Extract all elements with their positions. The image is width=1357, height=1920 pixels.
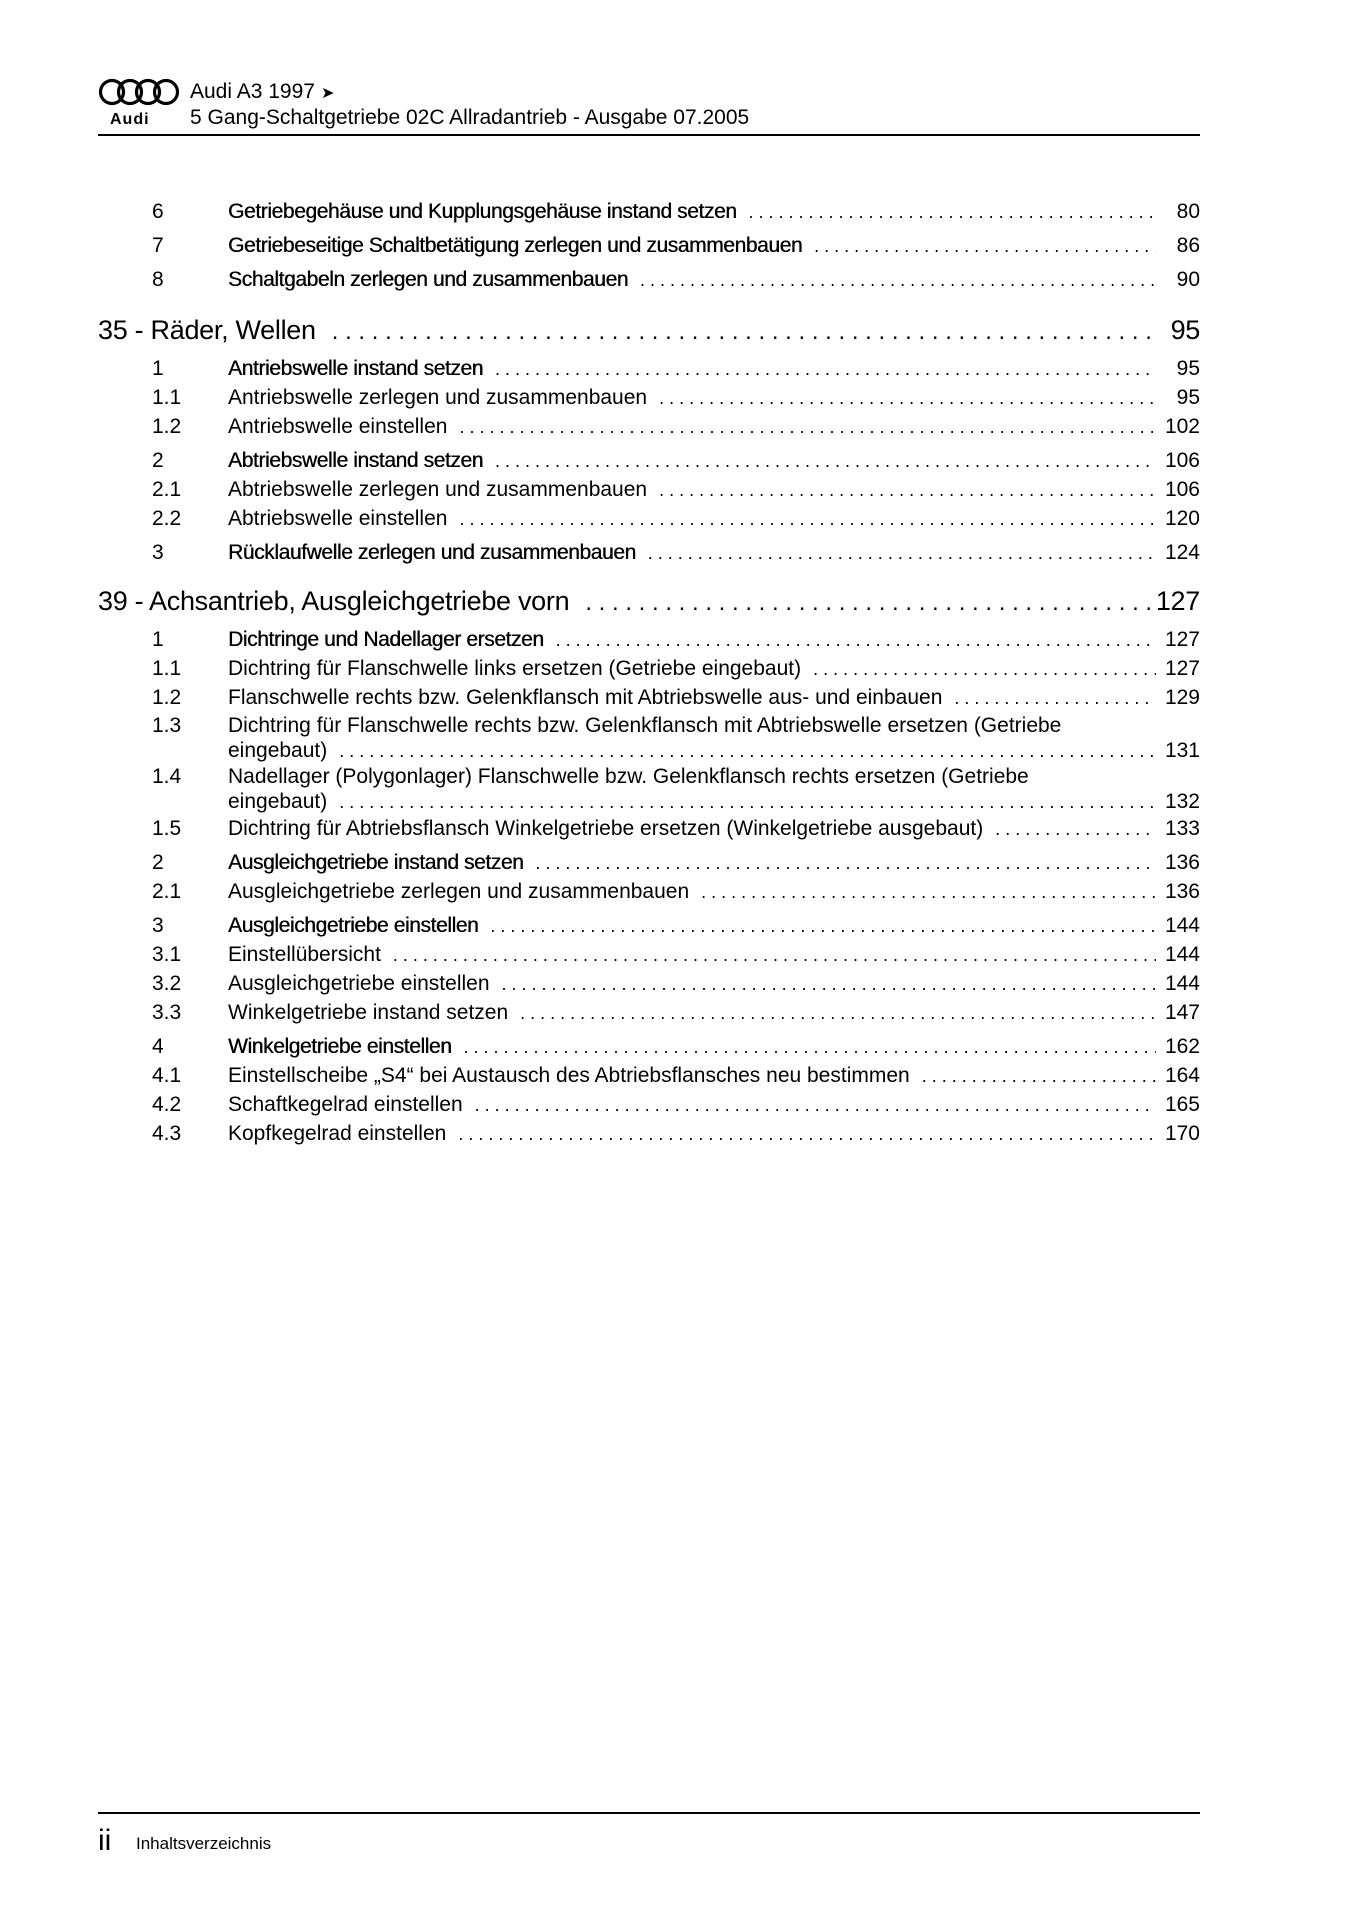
toc-entry-page: 106 [1164,449,1200,472]
toc-entry-number: 6 [152,200,164,223]
leader-dots [701,878,1156,906]
toc-chapter[interactable] [98,312,1200,348]
header-title [190,80,334,106]
toc-entry[interactable] [98,878,1200,906]
toc-entry-page: 165 [1164,1093,1200,1116]
toc-entry-page: 144 [1164,972,1200,995]
toc-entry-number: 3.1 [152,943,182,966]
leader-dots [659,384,1156,412]
toc-chapter-page: 95 [1170,315,1200,345]
toc-entry[interactable] [98,198,1200,226]
leader-dots [339,790,1156,815]
toc-entry-title: Einstellscheibe „S4“ bei Austausch des Abtriebsflansches neu bestimmen [228,1064,910,1087]
toc-entry-page: 144 [1164,914,1200,937]
toc-entry-number: 1.1 [152,386,182,409]
toc-entry-page: 132 [1164,790,1200,813]
leader-dots [463,1033,1156,1061]
toc-entry-title: Dichtring für Abtriebsflansch Winkelgetriebe ersetzen (Winkelgetriebe ausgebaut) [228,817,984,840]
toc-entry[interactable] [98,413,1200,441]
leader-dots [393,941,1156,969]
audi-rings-icon [98,78,180,110]
toc-entry-page: 129 [1164,686,1200,709]
toc-entry-number: 1.3 [152,714,182,737]
page-number: ii [98,1824,112,1857]
toc-entry-page: 170 [1164,1122,1200,1145]
toc-entry-page: 90 [1176,268,1200,291]
toc-entry-title: Antriebswelle einstellen [228,415,448,438]
toc-entry[interactable] [98,355,1200,383]
toc-entry[interactable] [98,1120,1200,1148]
header-subtitle: 5 Gang-Schaltgetriebe 02C Allradantrieb - Ausgabe 07.2005 [190,106,750,129]
toc-entry-title: Kopfkegelrad einstellen [228,1122,447,1145]
toc-entry-number: 3.3 [152,1001,182,1024]
toc-entry-number: 1.2 [152,415,182,438]
toc-entry-number: 4.2 [152,1093,182,1116]
leader-dots [954,684,1156,712]
toc-entry[interactable] [98,1062,1200,1090]
leader-dots [490,912,1156,940]
toc-chapter-title: 35 - Räder, Wellen [98,315,316,345]
leader-dots [475,1091,1156,1119]
leader-dots [459,413,1156,441]
toc-entry-page: 95 [1176,357,1200,380]
leader-dots [332,314,1156,350]
toc-entry[interactable] [98,999,1200,1027]
toc-entry[interactable] [98,1033,1200,1061]
toc-entry-title: Antriebswelle instand setzen [228,357,483,380]
toc-entry-page: 147 [1164,1001,1200,1024]
leader-dots [458,1120,1156,1148]
toc-entry-page: 102 [1164,415,1200,438]
toc-entry-page: 80 [1176,200,1200,223]
toc-entry-number: 3.2 [152,972,182,995]
toc-entry-title-cont: eingebaut) [228,739,328,762]
toc-entry-number: 1 [152,357,164,380]
toc-entry-number: 2.1 [152,880,182,903]
leader-dots [495,355,1156,383]
toc-entry-number: 1.4 [152,765,182,788]
leader-dots [995,815,1156,843]
toc-entry-title: Abtriebswelle instand setzen [228,449,483,472]
toc-entry-page: 144 [1164,943,1200,966]
toc-entry[interactable] [98,815,1200,843]
toc-entry-page: 95 [1176,386,1200,409]
toc-entry-page: 136 [1164,851,1200,874]
toc-entry-page: 120 [1164,507,1200,530]
toc-entry-number: 1 [152,628,164,651]
audi-logo [98,78,180,130]
toc-entry[interactable] [98,232,1200,260]
leader-dots [749,198,1156,226]
toc-entry-page: 136 [1164,880,1200,903]
toc-entry-title: Ausgleichgetriebe instand setzen [228,851,524,874]
leader-dots [495,447,1156,475]
toc-entry-number: 8 [152,268,164,291]
toc-entry-page: 124 [1164,541,1200,564]
header-title-text: Audi A3 1997 [190,80,315,103]
toc-entry-title: Getriebeseitige Schaltbetätigung zerlegen und zusammenbauen [228,234,803,257]
toc-entry-number: 2.1 [152,478,182,501]
toc-entry-page: 164 [1164,1064,1200,1087]
leader-dots [520,999,1156,1027]
toc-entry[interactable] [98,912,1200,940]
footer-label: Inhaltsverzeichnis [136,1834,272,1853]
toc-entry-number: 2 [152,449,164,472]
toc-entry-page: 106 [1164,478,1200,501]
toc-entry-number: 2 [152,851,164,874]
toc-entry[interactable] [98,266,1200,294]
toc-entry-title: Dichtring für Flanschwelle links ersetzen (Getriebe eingebaut) [228,657,802,680]
toc-entry-page: 127 [1164,657,1200,680]
toc-entry-number: 3 [152,541,164,564]
leader-dots [556,626,1156,654]
toc-entry-page: 131 [1164,739,1200,762]
toc-entry[interactable] [98,764,1200,818]
toc-entry-title: Antriebswelle zerlegen und zusammenbauen [228,386,648,409]
toc-entry-title: Nadellager (Polygonlager) Flanschwelle bzw. Gelenkflansch rechts ersetzen (Getriebe [228,765,1029,788]
arrow-right-icon: ➤ [320,85,335,102]
toc-entry-page: 133 [1164,817,1200,840]
toc-entry-number: 3 [152,914,164,937]
toc-entry-page: 86 [1176,234,1200,257]
audi-wordmark: Audi [110,111,150,128]
toc-chapter-page: 127 [1155,586,1200,616]
toc-entry-number: 1.5 [152,817,182,840]
toc-entry-title: Abtriebswelle zerlegen und zusammenbauen [228,478,648,501]
leader-dots [659,476,1156,504]
toc-entry[interactable] [98,970,1200,998]
toc-entry[interactable] [98,684,1200,712]
leader-dots [813,655,1156,683]
toc-entry[interactable] [98,1091,1200,1119]
leader-dots [814,232,1156,260]
toc-entry-number: 4.3 [152,1122,182,1145]
toc-entry[interactable] [98,626,1200,654]
toc-entry[interactable] [98,655,1200,683]
toc-entry-number: 4 [152,1035,164,1058]
toc-entry-number: 4.1 [152,1064,182,1087]
toc-entry[interactable] [98,505,1200,533]
leader-dots [648,539,1156,567]
toc-entry-title: Dichtring für Flanschwelle rechts bzw. Gelenkflansch mit Abtriebswelle ersetzen (Getriebe [228,714,1062,737]
toc-entry-number: 1.2 [152,686,182,709]
toc-entry[interactable] [98,713,1200,767]
page-header [98,78,1200,136]
leader-dots [640,266,1156,294]
leader-dots [339,739,1156,764]
toc-chapter-title: 39 - Achsantrieb, Ausgleichgetriebe vorn [98,586,570,616]
page-footer [98,1812,1200,1857]
toc-entry[interactable] [98,447,1200,475]
toc-entry-page: 127 [1164,628,1200,651]
toc-entry-number: 2.2 [152,507,182,530]
toc-entry-title: Winkelgetriebe instand setzen [228,1001,509,1024]
toc-entry-title: Ausgleichgetriebe zerlegen und zusammenbauen [228,880,690,903]
leader-dots [459,505,1156,533]
toc-entry-title: Einstellübersicht [228,943,381,966]
leader-dots [585,585,1150,621]
toc-entry-title: Winkelgetriebe einstellen [228,1035,452,1058]
toc-entry-title: Ausgleichgetriebe einstellen [228,914,479,937]
toc-entry-number: 1.1 [152,657,182,680]
toc-entry[interactable] [98,539,1200,567]
toc-entry-title: Ausgleichgetriebe einstellen [228,972,490,995]
toc-entry-title: Flanschwelle rechts bzw. Gelenkflansch mit Abtriebswelle aus- und einbauen [228,686,943,709]
toc-entry-page: 162 [1164,1035,1200,1058]
toc-entry-title: Rücklaufwelle zerlegen und zusammenbauen [228,541,636,564]
toc-entry[interactable] [98,941,1200,969]
toc-entry-title-cont: eingebaut) [228,790,328,813]
toc-chapter[interactable] [98,583,1200,619]
toc-entry[interactable] [98,384,1200,412]
leader-dots [502,970,1156,998]
toc-entry-title: Schaltgabeln zerlegen und zusammenbauen [228,268,629,291]
toc-entry-title: Dichtringe und Nadellager ersetzen [228,628,544,651]
toc-entry[interactable] [98,476,1200,504]
toc-entry-title: Abtriebswelle einstellen [228,507,448,530]
leader-dots [922,1062,1156,1090]
leader-dots [535,849,1156,877]
toc-entry-number: 7 [152,234,164,257]
toc-entry-title: Getriebegehäuse und Kupplungsgehäuse instand setzen [228,200,737,223]
toc-entry-title: Schaftkegelrad einstellen [228,1093,463,1116]
toc-entry[interactable] [98,849,1200,877]
